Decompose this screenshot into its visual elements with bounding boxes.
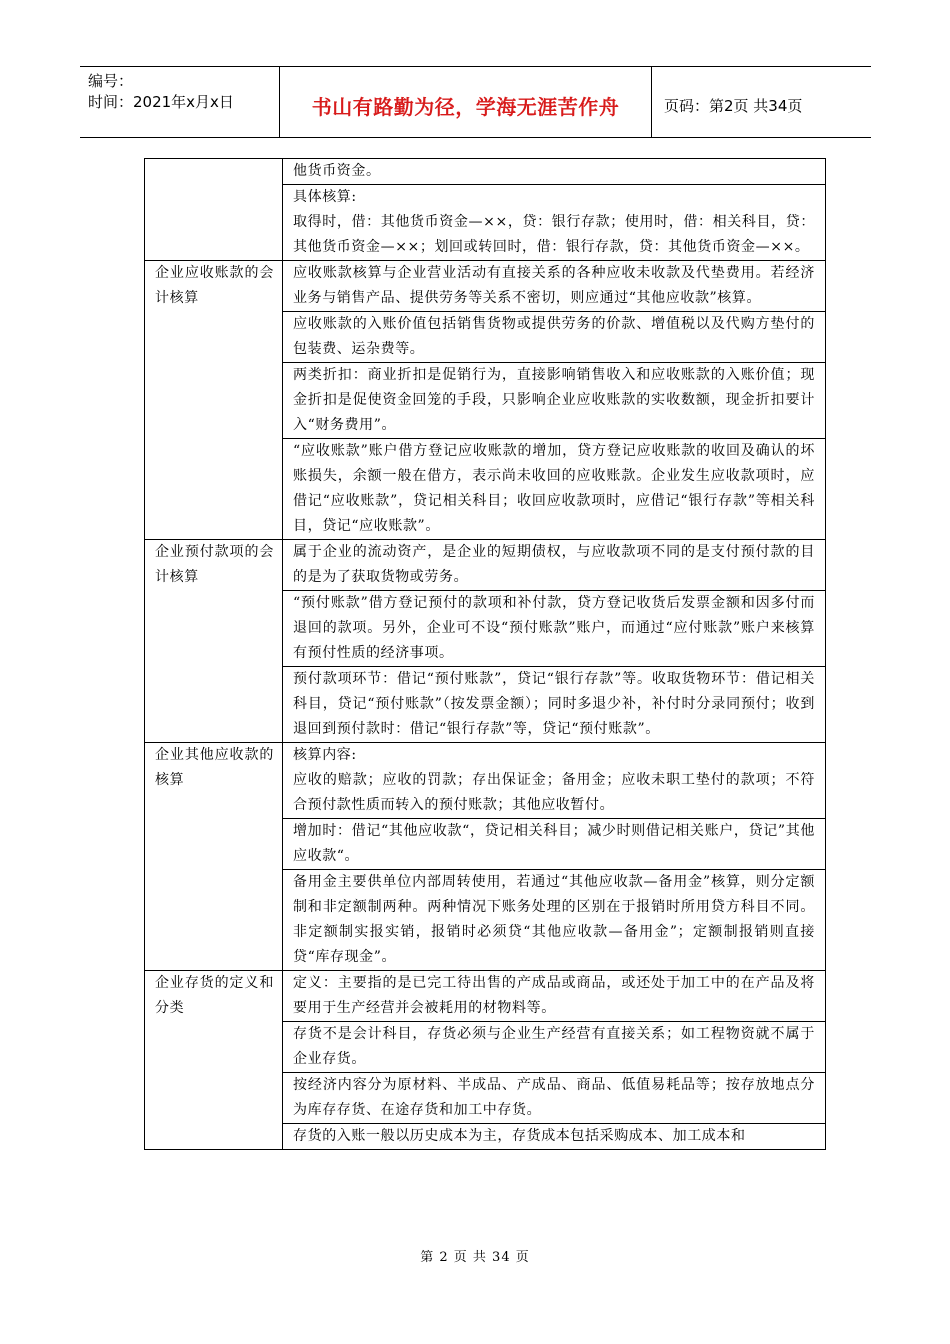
content-cell bbox=[283, 971, 826, 1022]
content-cell bbox=[283, 185, 826, 261]
content-paragraph: 他货币资金。 bbox=[293, 163, 381, 179]
content-cell bbox=[283, 439, 826, 540]
content-cell bbox=[283, 261, 826, 312]
content-cell bbox=[283, 819, 826, 870]
table-row bbox=[145, 540, 826, 591]
content-paragraph: 应收账款核算与企业营业活动有直接关系的各种应收未收款及代垫费用。若经济业务与销售产品、提供劳务等关系不密切，则应通过“其他应收款”核算。 bbox=[293, 265, 815, 306]
content-table bbox=[144, 158, 826, 1150]
content-paragraph: 具体核算: bbox=[293, 189, 357, 205]
header-meta bbox=[80, 67, 280, 137]
table-row bbox=[145, 743, 826, 819]
content-paragraph: 增加时：借记“其他应收款“，贷记相关科目；减少时则借记相关账户，贷记”其他应收款“。 bbox=[293, 823, 815, 864]
content-cell bbox=[283, 1022, 826, 1073]
content-cell bbox=[283, 870, 826, 971]
content-paragraph: 核算内容: bbox=[293, 747, 357, 763]
header-page-info: 页码：第2页 共34页 bbox=[664, 96, 803, 115]
content-cell bbox=[283, 591, 826, 667]
date-line: 时间：2021年x月x日 bbox=[88, 93, 234, 111]
table-body bbox=[145, 159, 826, 1150]
content-cell bbox=[283, 667, 826, 743]
content-cell bbox=[283, 540, 826, 591]
table-row bbox=[145, 159, 826, 185]
topic-cell: 企业预付款项的会计核算 bbox=[145, 540, 283, 743]
page-header bbox=[80, 66, 871, 138]
table-row bbox=[145, 971, 826, 1022]
topic-cell bbox=[145, 159, 283, 261]
content-paragraph: 预付款项环节：借记“预付账款”，贷记“银行存款”等。收取货物环节：借记相关科目，贷记“预付账款”（按发票金额）；同时多退少补，补付时分录同预付；收到退回到预付款时：借记“银行存款”等，贷记“预付账款”。 bbox=[293, 671, 815, 737]
content-cell bbox=[283, 363, 826, 439]
topic-cell: 企业应收账款的会计核算 bbox=[145, 261, 283, 540]
number-label: 编号： bbox=[88, 72, 134, 90]
content-paragraph: 两类折扣：商业折扣是促销行为，直接影响销售收入和应收账款的入账价值；现金折扣是促使资金回笼的手段，只影响企业应收账款的实收数额，现金折扣要计入“财务费用”。 bbox=[293, 367, 815, 433]
table-row bbox=[145, 261, 826, 312]
content-paragraph: 属于企业的流动资产，是企业的短期债权，与应收款项不同的是支付预付款的目的是为了获取货物或劳务。 bbox=[293, 544, 815, 585]
header-motto: 书山有路勤为径，学海无涯苦作舟 bbox=[280, 67, 652, 137]
content-cell bbox=[283, 312, 826, 363]
content-cell bbox=[283, 159, 826, 185]
content-paragraph: 应收账款的入账价值包括销售货物或提供劳务的价款、增值税以及代购方垫付的包装费、运杂费等。 bbox=[293, 316, 815, 357]
content-paragraph: 按经济内容分为原材料、半成品、产成品、商品、低值易耗品等；按存放地点分为库存存货、在途存货和加工中存货。 bbox=[293, 1077, 815, 1118]
content-paragraph: 存货不是会计科目，存货必须与企业生产经营有直接关系；如工程物资就不属于企业存货。 bbox=[293, 1026, 815, 1067]
content-cell bbox=[283, 743, 826, 819]
content-cell bbox=[283, 1124, 826, 1150]
page-footer: 第 2 页 共 34 页 bbox=[420, 1250, 530, 1265]
content-cell bbox=[283, 1073, 826, 1124]
topic-cell: 企业存货的定义和分类 bbox=[145, 971, 283, 1150]
content-paragraph: 应收的赔款；应收的罚款；存出保证金；备用金；应收未职工垫付的款项；不符合预付款性质而转入的预付账款；其他应收暂付。 bbox=[293, 772, 815, 813]
content-paragraph: 存货的入账一般以历史成本为主，存货成本包括采购成本、加工成本和 bbox=[293, 1128, 746, 1144]
content-paragraph: “预付账款”借方登记预付的款项和补付款，贷方登记收货后发票金额和因多付而退回的款项。另外，企业可不设“预付账款”账户，而通过“应付账款”账户来核算有预付性质的经济事项。 bbox=[293, 595, 815, 661]
content-paragraph: 取得时，借：其他货币资金—××，贷：银行存款；使用时，借：相关科目，贷：其他货币资金—××；划回或转回时，借：银行存款，贷：其他货币资金—××。 bbox=[293, 214, 815, 255]
topic-cell: 企业其他应收款的核算 bbox=[145, 743, 283, 971]
content-paragraph: 定义：主要指的是已完工待出售的产成品或商品，或还处于加工中的在产品及将要用于生产经营并会被耗用的材物料等。 bbox=[293, 975, 815, 1016]
content-paragraph: 备用金主要供单位内部周转使用，若通过“其他应收款—备用金”核算，则分定额制和非定额制两种。两种情况下账务处理的区别在于报销时所用贷方科目不同。非定额制实报实销，报销时必须贷“其他应收款—备用金”；定额制报销则直接贷“库存现金”。 bbox=[293, 874, 815, 965]
content-paragraph: “应收账款”账户借方登记应收账款的增加，贷方登记应收账款的收回及确认的坏账损失，余额一般在借方，表示尚未收回的应收账款。企业发生应收款项时，应借记“应收账款”，贷记相关科目；收回应收款项时，应借记“银行存款”等相关科目，贷记“应收账款”。 bbox=[293, 443, 815, 534]
